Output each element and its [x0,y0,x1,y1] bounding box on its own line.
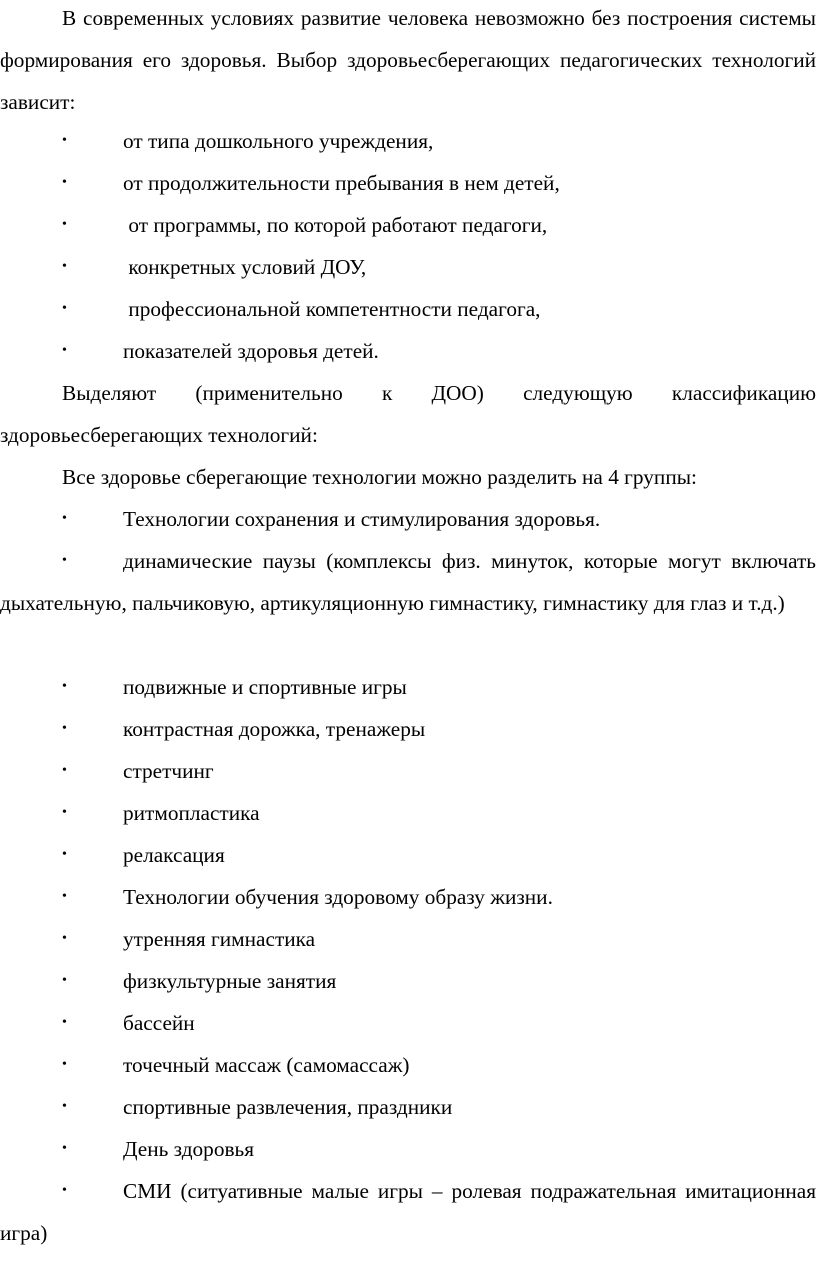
list-item-text: от программы, по которой работают педагоги, [123,213,548,237]
bullet-icon: • [62,763,67,778]
list-item-text: День здоровья [123,1137,255,1161]
list-item [0,1128,816,1170]
list-item [0,960,816,1002]
list-item [0,918,816,960]
bullet-icon: • [62,175,67,190]
list-item-text: утренняя гимнастика [123,927,316,951]
list-item-text: показателей здоровья детей. [123,339,379,363]
list-item [0,876,816,918]
list-item [0,330,816,372]
list-item-text: СМИ (ситуативные малые игры – ролевая подражательная имитационная игра) [0,1179,816,1245]
list-item [0,540,816,666]
list-item-text: точечный массаж (самомассаж) [123,1053,410,1077]
list-item-text: конкретных условий ДОУ, [123,255,367,279]
bullet-icon: • [62,889,67,904]
bullet-icon: • [62,973,67,988]
bullet-icon: • [62,679,67,694]
list-item [0,204,816,246]
list-item-text: спортивные развлечения, праздники [123,1095,453,1119]
bullet-icon: • [62,133,67,148]
list-item [0,1002,816,1044]
bullet-icon: • [62,847,67,862]
bullet-icon: • [62,553,67,568]
bullet-icon: • [62,217,67,232]
bullet-icon: • [62,721,67,736]
list-item [0,162,816,204]
classification-paragraph: Выделяют (применительно к ДОО) следующую классификацию здоровьесберегающих технологий: [0,381,816,447]
list-item-text: Технологии сохранения и стимулирования здоровья. [123,507,601,531]
list-item-text: релаксация [123,843,225,867]
list-item [0,666,816,708]
list-item-text: от продолжительности пребывания в нем детей, [123,171,560,195]
list-item-text: бассейн [123,1011,195,1035]
list-item [0,246,816,288]
list-item [0,708,816,750]
list-item-text: от типа дошкольного учреждения, [123,129,434,153]
list-item-text: ритмопластика [123,801,260,825]
list-item [0,834,816,876]
bullet-icon: • [62,1183,67,1198]
bullet-icon: • [62,301,67,316]
groups-paragraph: Все здоровье сберегающие технологии можно разделить на 4 группы: [62,465,697,489]
list-item [0,1170,816,1254]
list-item [0,1044,816,1086]
bullet-icon: • [62,931,67,946]
bullet-icon: • [62,1057,67,1072]
list-item-text: физкультурные занятия [123,969,337,993]
list-item-text: профессиональной компетентности педагога, [123,297,541,321]
list-item-text: контрастная дорожка, тренажеры [123,717,426,741]
list-item [0,1086,816,1128]
bullet-icon: • [62,1099,67,1114]
intro-paragraph: В современных условиях развитие человека невозможно без построения системы формирования его здоровья. Выбор здоровьесберегающих педагогических технологий зависит: [0,6,816,114]
list-item [0,498,816,540]
bullet-icon: • [62,1015,67,1030]
list-item [0,750,816,792]
bullet-icon: • [62,343,67,358]
bullet-icon: • [62,805,67,820]
list-item-text: динамические паузы (комплексы физ. минуток, которые могут включать дыхательную, пальчиковую, артикуляционную гимнастику, гимнастику для глаз и т.д.) [0,549,816,615]
bullet-icon: • [62,259,67,274]
list-item [0,792,816,834]
bullet-icon: • [62,511,67,526]
list-item-text: Технологии обучения здоровому образу жизни. [123,885,553,909]
bullet-icon: • [62,1141,67,1156]
list-item [0,120,816,162]
list-item-text: стретчинг [123,759,214,783]
list-item-text: подвижные и спортивные игры [123,675,407,699]
list-item [0,288,816,330]
